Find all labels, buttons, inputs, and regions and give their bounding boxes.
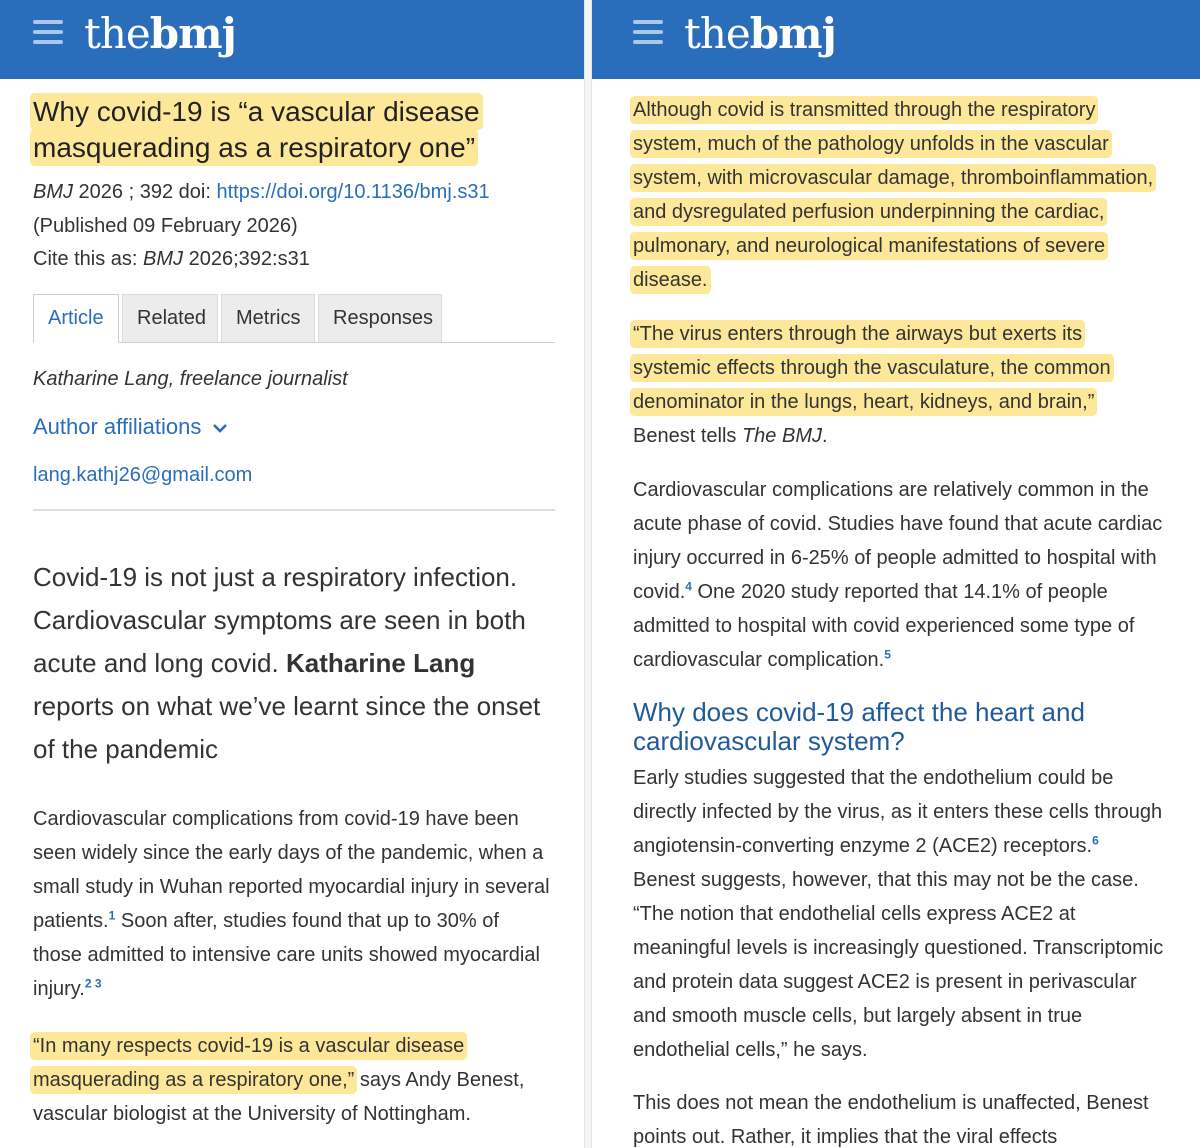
chevron-down-icon [212,422,228,434]
cite-as: Cite this as: BMJ 2026;392:s31 [33,248,310,270]
reference-link-6[interactable]: 6 [1092,833,1099,848]
tab-article[interactable]: Article [33,294,119,343]
tab-responses[interactable]: Responses [318,294,442,342]
author-email-link[interactable]: lang.kathj26@gmail.com [33,464,253,486]
panel-divider [584,0,592,1148]
reference-link-1[interactable]: 1 [108,908,116,923]
left-article-pane [0,0,584,1148]
tab-related[interactable]: Related [122,294,218,342]
body-paragraph-complications: Cardiovascular complications are relatively common in the acute phase of covid. Studies have found that acute cardiac injury occurred in 6-25% of people admitted to hospital with covid.$^4$ One 2020 study reported that 14.1% of people admitted to hospital with covid experienced some type of cardiovascular complication.$^5$ [633,479,1163,671]
site-header [0,0,584,79]
body-paragraph-endothelium: Early studies suggested that the endothelium could be directly infected by the virus, as it enters these cells through angiotensin-converting enzyme 2 (ACE2) receptors.$^6$ Benest suggests, however, that this may not be the case. “The notion that endothelial cells express ACE2 at meaningful levels is increasingly questioned. Transcriptomic and protein data suggest ACE2 is present in perivascular and smooth muscle cells, but largely absent in true endothelial cells,” he says. [633,767,1164,1061]
bmj-logo[interactable]: thebmj [84,9,236,58]
section-heading: Why does covid-19 affect the heart and cardiovascular system? [633,697,1085,756]
tab-metrics[interactable]: Metrics [221,294,315,342]
reference-link-4[interactable]: 4 [685,579,692,594]
article-title: Why covid-19 is “a vascular disease masquerading as a respiratory one” [33,96,480,163]
bmj-logo[interactable]: thebmj [684,9,836,58]
right-article-pane [592,0,1200,1148]
author-byline: Katharine Lang, freelance journalist [33,368,348,390]
published-date: (Published 09 February 2026) [33,215,298,237]
reference-link-2-3[interactable]: 2 3 [84,976,102,991]
article-tabs [33,294,555,343]
author-affiliations-toggle[interactable]: Author affiliations [33,414,228,440]
site-header [592,0,1200,79]
body-paragraph-2: “In many respects covid-19 is a vascular disease masquerading as a respiratory one,” says Andy Benest, vascular biologist at the University of Nottingham. [33,1035,525,1125]
body-paragraph-vascular: Although covid is transmitted through the respiratory system, much of the pathology unfolds in the vascular system, with microvascular damage, thromboinflammation, and dysregulated perfusion underpinning the cardiac, pulmonary, and neurological manifestations of severe disease. [633,99,1154,291]
body-paragraph-quote: “The virus enters through the airways but exerts its systemic effects through the vasculature, the common denominator in the lungs, heart, kidneys, and brain,” Benest tells The BMJ. [633,323,1111,447]
menu-icon[interactable] [33,20,63,50]
body-paragraph-unaffected: This does not mean the endothelium is unaffected, Benest points out. Rather, it implies that the viral effects [633,1092,1149,1148]
body-paragraph-1: Cardiovascular complications from covid-19 have been seen widely since the early days of the pandemic, when a small study in Wuhan reported myocardial injury in several patients.$^1$ Soon after, studies found that up to 30% of those admitted to intensive care units showed myocardial injury.$^{2 3}$ [33,808,550,1000]
divider [33,509,555,511]
menu-icon[interactable] [633,20,663,50]
doi-link[interactable]: https://doi.org/10.1136/bmj.s31 [216,181,490,203]
reference-link-5[interactable]: 5 [884,647,891,662]
citation-line: BMJ 2026 ; 392 doi: https://doi.org/10.1136/bmj.s31 [33,181,490,203]
standfirst: Covid-19 is not just a respiratory infection. Cardiovascular symptoms are seen in both acute and long covid. Katharine Lang reports on what we’ve learnt since the onset of the pandemic [33,562,541,764]
